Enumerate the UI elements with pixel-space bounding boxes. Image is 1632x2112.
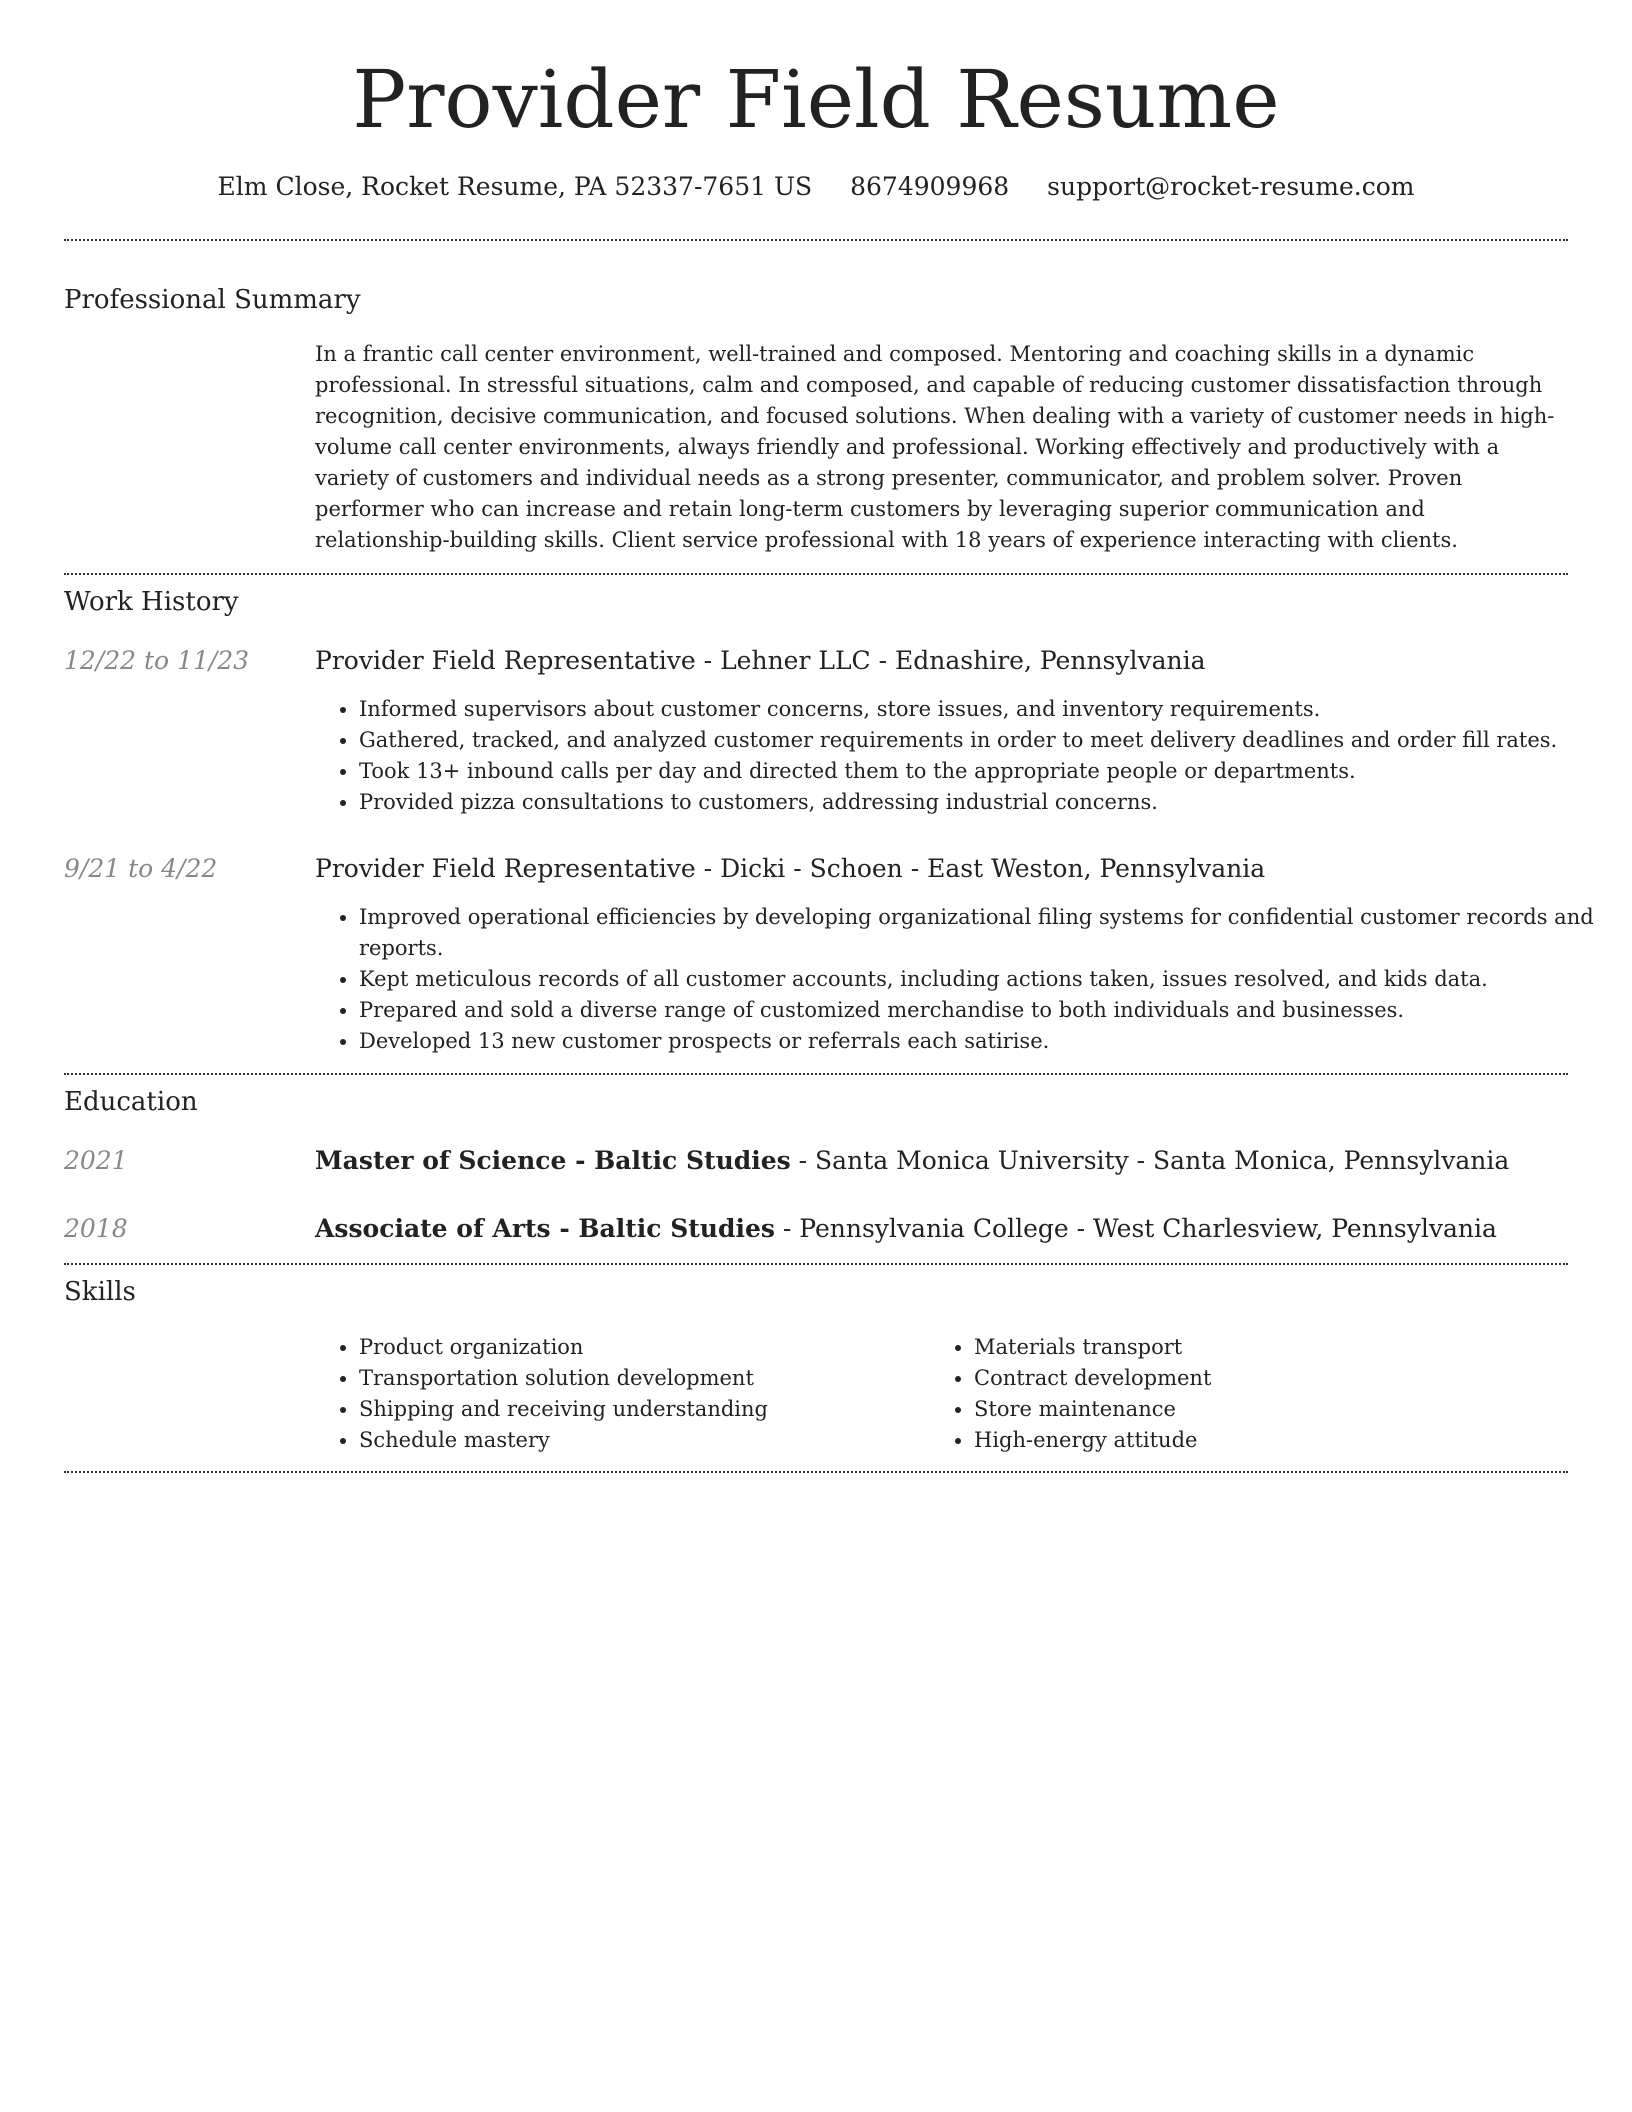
list-item: • Shipping and receiving understanding — [359, 1394, 929, 1425]
list-item: • Materials transport — [974, 1332, 1574, 1363]
list-item: • Developed 13 new customer prospects or referrals each satirise. — [359, 1026, 1609, 1057]
phone: 8674909968 — [850, 172, 1010, 201]
address: Elm Close, Rocket Resume, PA 52337-7651 US — [217, 172, 813, 201]
list-item: • Improved operational efficiencies by developing organizational filing systems for confidential customer records and reports. — [359, 902, 1609, 964]
list-item: • Transportation solution development — [359, 1363, 929, 1394]
list-item: • Gathered, tracked, and analyzed customer requirements in order to meet delivery deadlines and order fill rates. — [359, 725, 1609, 756]
job-bullets — [315, 694, 1609, 818]
summary-text: In a frantic call center environment, well-trained and composed. Mentoring and coaching skills in a dynamic professional. In stressful situations, calm and composed, and capable of reducing customer dissatisfaction through recognition, decisive communication, and focused solutions. When dealing with a variety of customer needs in high-volume call center environments, always friendly and professional. Working effectively and productively with a variety of customers and individual needs as a strong presenter, communicator, and problem solver. Proven performer who can increase and retain long-term customers by leveraging superior communication and relationship-building skills. Client service professional with 18 years of experience interacting with clients. — [315, 342, 1555, 552]
list-item: • Prepared and sold a diverse range of customized merchandise to both individuals and businesses. — [359, 995, 1609, 1026]
resume-name: Provider Field Resume — [352, 53, 1280, 146]
list-item: • Contract development — [974, 1363, 1574, 1394]
skills-list-right — [930, 1332, 1574, 1456]
education-degree: Master of Science - Baltic Studies — [315, 1146, 791, 1175]
section-title-skills: Skills — [64, 1277, 136, 1307]
section-title-summary: Professional Summary — [64, 285, 361, 315]
divider — [64, 1073, 1568, 1075]
education-details: - Santa Monica University - Santa Monica, Pennsylvania — [790, 1146, 1510, 1175]
job-bullets — [315, 902, 1609, 1057]
divider — [64, 573, 1568, 575]
list-item: • Provided pizza consultations to customers, addressing industrial concerns. — [359, 787, 1609, 818]
list-item: • Schedule mastery — [359, 1425, 929, 1456]
divider — [64, 239, 1568, 241]
job-dates: 9/21 to 4/22 — [64, 854, 218, 883]
job-dates: 12/22 to 11/23 — [64, 646, 250, 675]
divider — [64, 1263, 1568, 1265]
list-item: • Kept meticulous records of all customer accounts, including actions taken, issues resolved, and kids data. — [359, 964, 1609, 995]
education-details: - Pennsylvania College - West Charlesview, Pennsylvania — [774, 1214, 1497, 1243]
list-item: • High-energy attitude — [974, 1425, 1574, 1456]
skills-list-left — [315, 1332, 929, 1456]
education-entry — [315, 1144, 1565, 1178]
contact-line — [0, 170, 1632, 204]
job-title: Provider Field Representative - Dicki - Schoen - East Weston, Pennsylvania — [315, 854, 1266, 883]
list-item: • Informed supervisors about customer concerns, store issues, and inventory requirements. — [359, 694, 1609, 725]
list-item: • Product organization — [359, 1332, 929, 1363]
list-item: • Took 13+ inbound calls per day and directed them to the appropriate people or departments. — [359, 756, 1609, 787]
education-degree: Associate of Arts - Baltic Studies — [315, 1214, 775, 1243]
job-title: Provider Field Representative - Lehner LLC - Ednashire, Pennsylvania — [315, 646, 1206, 675]
education-year: 2021 — [64, 1146, 128, 1175]
section-title-work-history: Work History — [64, 587, 239, 617]
education-year: 2018 — [64, 1214, 128, 1243]
list-item: • Store maintenance — [974, 1394, 1574, 1425]
education-entry — [315, 1212, 1565, 1246]
section-title-education: Education — [64, 1087, 198, 1117]
divider — [64, 1471, 1568, 1473]
email: support@rocket-resume.com — [1047, 172, 1415, 201]
